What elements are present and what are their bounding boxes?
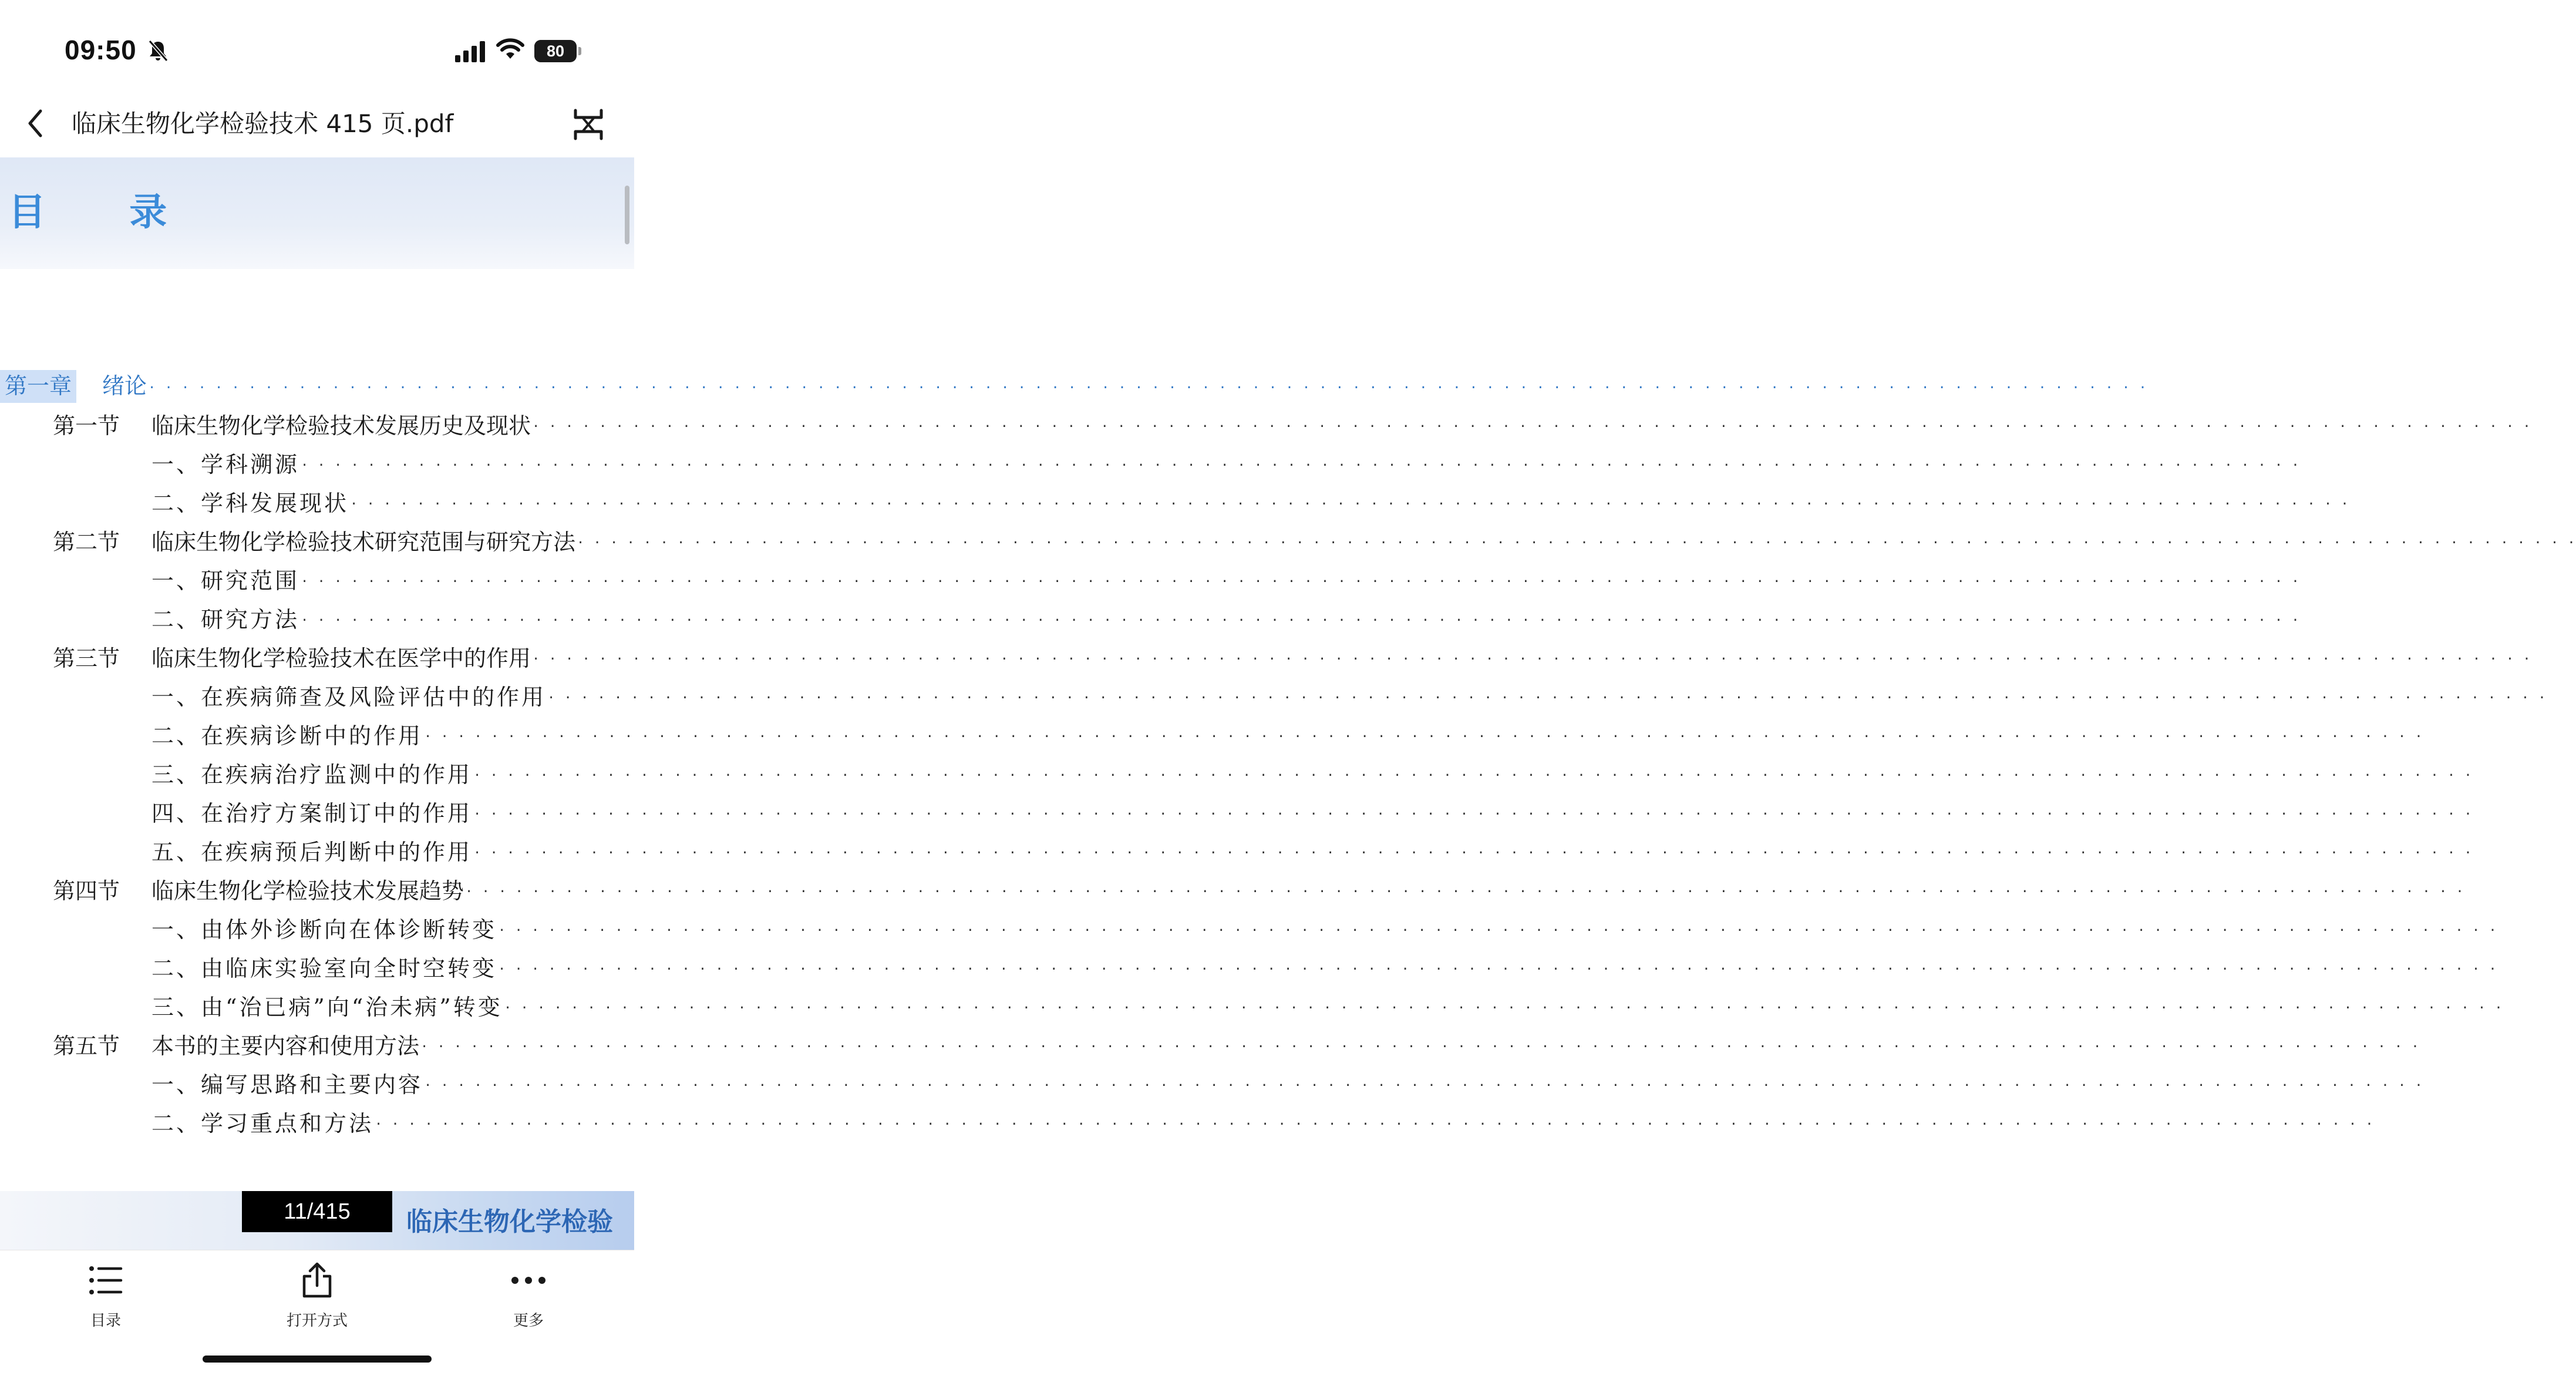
page-indicator: 11/415 xyxy=(242,1191,392,1232)
toc-item-title: 一、研究范围 xyxy=(151,568,300,594)
toc-item-title: 一、由体外诊断向在体诊断转变 xyxy=(151,917,497,943)
battery-cap xyxy=(578,47,581,55)
toc-leader-dots: · · · · · · · · · · · · · · · · · · · · · · · · · · · · · · · · · · · · · · · · · · · · · · · · · · · · · · · · · · · · · · · · · · · · · · · · · · · · · · · · · · · · · · · · · · · · · · · · · · · · · · · · · · · · · · · · · · · · · · · · xyxy=(424,729,2423,744)
toc-leader-dots: · · · · · · · · · · · · · · · · · · · · · · · · · · · · · · · · · · · · · · · · · · · · · · · · · · · · · · · · · · · · · · · · · · · · · · · · · · · · · · · · · · · · · · · · · · · · · · · · · · · · · · · · · · · · · · · · · · · · · · · · xyxy=(547,691,2547,705)
toc-item-row[interactable] xyxy=(0,1106,2374,1142)
pdf-page[interactable] xyxy=(0,157,2576,1250)
scroll-indicator[interactable] xyxy=(625,186,629,244)
toc-item-row[interactable] xyxy=(0,719,2423,754)
toc-item-row[interactable] xyxy=(0,835,2473,870)
toc-item-row[interactable] xyxy=(0,796,2473,832)
toc-item-row[interactable] xyxy=(0,486,2349,522)
toc-leader-dots: · · · · · · · · · · · · · · · · · · · · · · · · · · · · · · · · · · · · · · · · · · · · · · · · · · · · · · · · · · · · · · · · · · · · · · · · · · · · · · · · · · · · · · · · · · · · · · · · · · · · · · · · · · · · · · · · · · · · · · · · xyxy=(301,613,2300,628)
fullscreen-toggle-icon[interactable] xyxy=(571,108,606,141)
battery-indicator xyxy=(534,40,577,62)
toc-section-title: 临床生物化学检验技术发展历史及现状 xyxy=(151,413,531,439)
toc-item-title: 五、在疾病预后判断中的作用 xyxy=(151,839,473,865)
toc-item-row[interactable] xyxy=(0,990,2503,1025)
toc-item-row[interactable] xyxy=(0,913,2497,948)
more-dots-icon xyxy=(511,1276,546,1284)
toc-leader-dots: · · · · · · · · · · · · · · · · · · · · · · · · · · · · · · · · · · · · · · · · · · · · · · · · · · · · · · · · · · · · · · · · · · · · · · · · · · · · · · · · · · · · · · · · · · · · · · · · · · · · · · · · · · · · · · · · · · · · · · · · xyxy=(424,1078,2423,1093)
toc-section-label: 第一节 xyxy=(53,413,120,439)
toc-item-title: 二、学习重点和方法 xyxy=(151,1111,374,1136)
document-title: 临床生物化学检验技术 415 页.pdf xyxy=(72,109,454,138)
bell-slash-icon xyxy=(147,39,169,62)
status-time: 09:50 xyxy=(65,35,137,65)
toc-item-title: 四、在治疗方案制订中的作用 xyxy=(151,801,473,826)
toc-section-row[interactable] xyxy=(0,1029,2420,1064)
toc-section-label: 第四节 xyxy=(53,878,120,904)
open-with-button[interactable] xyxy=(247,1257,388,1333)
share-icon xyxy=(301,1262,334,1299)
status-bar xyxy=(0,0,634,138)
toc-leader-dots: · · · · · · · · · · · · · · · · · · · · · · · · · · · · · · · · · · · · · · · · · · · · · · · · · · · · · · · · · · · · · · · · · · · · · · · · · · · · · · · · · · · · · · · · · · · · · · · · · · · · · · · · · · · · · · · · · · · · · · · · xyxy=(532,419,2531,434)
toc-chapter-row[interactable] xyxy=(0,370,2147,405)
toc-item-title: 二、在疾病诊断中的作用 xyxy=(151,723,423,749)
toc-leader-dots: · · · · · · · · · · · · · · · · · · · · · · · · · · · · · · · · · · · · · · · · · · · · · · · · · · · · · · · · · · · · · · · · · · · · · · · · · · · · · · · · · · · · · · · · · · · · · · · · · · · · · · · · · · · · · · · · · · · · · · · · xyxy=(473,807,2473,822)
toc-item-row[interactable] xyxy=(0,564,2300,599)
toc-leader-dots: · · · · · · · · · · · · · · · · · · · · · · · · · · · · · · · · · · · · · · · · · · · · · · · · · · · · · · · · · · · · · · · · · · · · · · · · · · · · · · · · · · · · · · · · · · · · · · · · · · · · · · · · · · · · · · · · · · · · · · · · xyxy=(498,962,2497,977)
toc-leader-dots: · · · · · · · · · · · · · · · · · · · · · · · · · · · · · · · · · · · · · · · · · · · · · · · · · · · · · · · · · · · · · · · · · · · · · · · · · · · · · · · · · · · · · · · · · · · · · · · · · · · · · · · · · · · · · · · · · · · · · · · · xyxy=(465,884,2464,899)
toc-section-title: 临床生物化学检验技术在医学中的作用 xyxy=(151,645,531,671)
toc-leader-dots: · · · · · · · · · · · · · · · · · · · · · · · · · · · · · · · · · · · · · · · · · · · · · · · · · · · · · · · · · · · · · · · · · · · · · · · · · · · · · · · · · · · · · · · · · · · · · · · · · · · · · · · · · · · · · · · · · · · · · · · · xyxy=(375,1117,2374,1132)
toc-item-title: 一、编写思路和主要内容 xyxy=(151,1072,423,1098)
toc-item-title: 三、由“治已病”向“治未病”转变 xyxy=(151,994,503,1020)
toc-section-row[interactable] xyxy=(0,409,2531,444)
toc-item-row[interactable] xyxy=(0,758,2473,793)
wifi-icon xyxy=(496,38,524,61)
toc-leader-dots: · · · · · · · · · · · · · · · · · · · · · · · · · · · · · · · · · · · · · · · · · · · · · · · · · · · · · · · · · · · · · · · · · · · · · · · · · · · · · · · · · · · · · · · · · · · · · · · · · · · · · · · · · · · · · · · · · · · · · · · · xyxy=(420,1040,2420,1054)
toc-section-row[interactable] xyxy=(0,641,2531,677)
toc-section-label: 第二节 xyxy=(53,529,120,555)
toc-section-title: 临床生物化学检验技术研究范围与研究方法 xyxy=(151,529,576,555)
toc-leader-dots: · · · · · · · · · · · · · · · · · · · · · · · · · · · · · · · · · · · · · · · · · · · · · · · · · · · · · · · · · · · · · · · · · · · · · · · · · · · · · · · · · · · · · · · · · · · · · · · · · · · · · · · · · · · · · · · · · · · · · · · · xyxy=(473,846,2473,860)
list-icon xyxy=(88,1265,123,1296)
toc-item-row[interactable] xyxy=(0,1068,2423,1103)
toc-section-title: 本书的主要内容和使用方法 xyxy=(151,1033,420,1059)
toc-leader-dots: · · · · · · · · · · · · · · · · · · · · · · · · · · · · · · · · · · · · · · · · · · · · · · · · · · · · · · · · · · · · · · · · · · · · · · · · · · · · · · · · · · · · · · · · · · · · · · · · · · · · · · · · · · · · · · · · · · · · · · · · xyxy=(498,923,2497,938)
back-button[interactable] xyxy=(18,106,53,141)
toc-leader-dots: · · · · · · · · · · · · · · · · · · · · · · · · · · · · · · · · · · · · · · · · · · · · · · · · · · · · · · · · · · · · · · · · · · · · · · · · · · · · · · · · · · · · · · · · · · · · · · · · · · · · · · · · · · · · · · · · · · · · · · · · xyxy=(577,536,2576,550)
toc-section-title: 临床生物化学检验技术发展趋势 xyxy=(151,878,464,904)
toc-item-title: 二、研究方法 xyxy=(151,607,300,633)
home-indicator xyxy=(203,1356,432,1363)
toc-section-label: 第五节 xyxy=(53,1033,120,1059)
chapter-title: 绪论 xyxy=(102,373,147,399)
toc-leader-dots: · · · · · · · · · · · · · · · · · · · · · · · · · · · · · · · · · · · · · · · · · · · · · · · · · · · · · · · · · · · · · · · · · · · · · · · · · · · · · · · · · · · · · · · · · · · · · · · · · · · · · · · · · · · · · · · · · · · · · · · · xyxy=(301,458,2300,473)
toc-item-row[interactable] xyxy=(0,448,2300,483)
more-button[interactable] xyxy=(458,1257,599,1333)
toc-leader-dots: · · · · · · · · · · · · · · · · · · · · · · · · · · · · · · · · · · · · · · · · · · · · · · · · · · · · · · · · · · · · · · · · · · · · · · · · · · · · · · · · · · · · · · · · · · · · · · · · · · · · · · · · · · · · · · · · · · · · · · · · xyxy=(532,652,2531,667)
toc-leader-dots: · · · · · · · · · · · · · · · · · · · · · · · · · · · · · · · · · · · · · · · · · · · · · · · · · · · · · · · · · · · · · · · · · · · · · · · · · · · · · · · · · · · · · · · · · · · · · · · · · · · · · · · · · · · · · · · · · · · · · · · · xyxy=(473,768,2473,783)
toc-button-label: 目录 xyxy=(90,1312,121,1330)
toc-section-row[interactable] xyxy=(0,874,2464,909)
toc-item-row[interactable] xyxy=(0,680,2547,715)
signal-icon xyxy=(455,41,486,62)
toc-leader-dots: · · · · · · · · · · · · · · · · · · · · · · · · · · · · · · · · · · · · · · · · · · · · · · · · · · · · · · · · · · · · · · · · · · · · · · · · · · · · · · · · · · · · · · · · · · · · · · · · · · · · · · · · · · · · · · · · · · · · · · · · xyxy=(148,381,2147,395)
toc-section-label: 第三节 xyxy=(53,645,120,671)
open-with-button-label: 打开方式 xyxy=(286,1312,348,1330)
chevron-left-icon xyxy=(26,109,44,138)
toc-item-row[interactable] xyxy=(0,951,2497,987)
toc-item-title: 一、在疾病筛查及风险评估中的作用 xyxy=(151,684,547,710)
toc-leader-dots: · · · · · · · · · · · · · · · · · · · · · · · · · · · · · · · · · · · · · · · · · · · · · · · · · · · · · · · · · · · · · · · · · · · · · · · · · · · · · · · · · · · · · · · · · · · · · · · · · · · · · · · · · · · · · · · · · · · · · · · · xyxy=(504,1001,2503,1015)
more-button-label: 更多 xyxy=(513,1312,544,1330)
toc-item-title: 二、由临床实验室向全时空转变 xyxy=(151,956,497,981)
toc-item-row[interactable] xyxy=(0,603,2300,638)
toc-heading: 目 录 xyxy=(8,191,203,234)
toc-leader-dots: · · · · · · · · · · · · · · · · · · · · · · · · · · · · · · · · · · · · · · · · · · · · · · · · · · · · · · · · · · · · · · · · · · · · · · · · · · · · · · · · · · · · · · · · · · · · · · · · · · · · · · · · · · · · · · · · · · · · · · · · xyxy=(350,497,2349,512)
toc-item-title: 三、在疾病治疗监测中的作用 xyxy=(151,762,473,788)
toc-item-title: 一、学科溯源 xyxy=(151,452,300,477)
chapter-label: 第一章 xyxy=(0,370,76,403)
toc-button[interactable] xyxy=(35,1257,176,1333)
toc-item-title: 二、学科发展现状 xyxy=(151,490,349,516)
battery-level: 80 xyxy=(546,42,565,60)
footer-book-title: 临床生物化学检验 xyxy=(406,1207,613,1237)
toc-section-row[interactable] xyxy=(0,525,2576,560)
toc-leader-dots: · · · · · · · · · · · · · · · · · · · · · · · · · · · · · · · · · · · · · · · · · · · · · · · · · · · · · · · · · · · · · · · · · · · · · · · · · · · · · · · · · · · · · · · · · · · · · · · · · · · · · · · · · · · · · · · · · · · · · · · · xyxy=(301,574,2300,589)
